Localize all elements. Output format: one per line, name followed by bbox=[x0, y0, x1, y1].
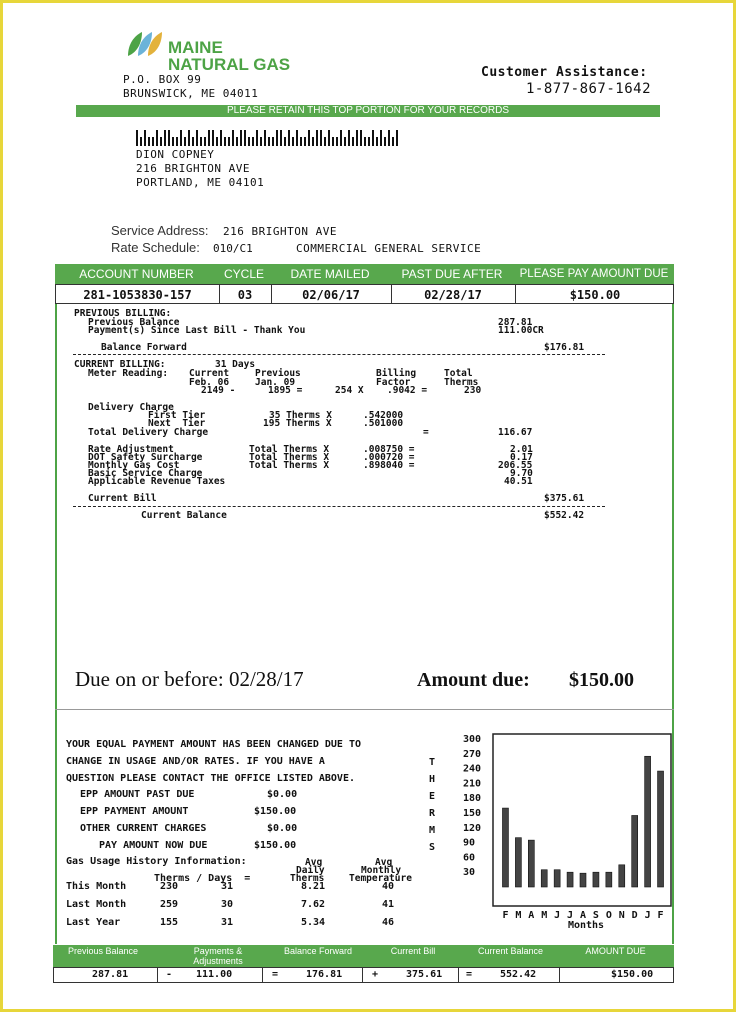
first-tier-label: First Tier bbox=[148, 410, 206, 421]
y-tick-label: 120 bbox=[463, 822, 482, 834]
delivery-charge-label: Delivery Charge bbox=[88, 402, 174, 413]
usage-bar bbox=[619, 865, 625, 887]
x-tick-label: J bbox=[554, 910, 561, 921]
epp-past-due-label: EPP AMOUNT PAST DUE bbox=[80, 789, 195, 800]
therms-axis-letter: S bbox=[429, 842, 436, 853]
footer-value: 176.81 bbox=[306, 969, 343, 980]
usage-bar bbox=[541, 870, 547, 887]
prev-billing-heading: PREVIOUS BILLING: bbox=[74, 308, 172, 319]
pay-now-value: $150.00 bbox=[254, 840, 297, 851]
previous-reading-value: 1895 = bbox=[268, 385, 303, 396]
next-tier-detail: 195 Therms X bbox=[263, 418, 332, 429]
history-row-temp: 41 bbox=[382, 899, 395, 910]
rate-adjustment-rate: .008750 = bbox=[363, 444, 415, 455]
leaf-logo-icon bbox=[126, 30, 168, 58]
history-row-temp: 46 bbox=[382, 917, 395, 928]
y-tick-label: 240 bbox=[463, 763, 482, 775]
history-row-therms: 155 bbox=[160, 917, 179, 928]
epp-payment-value: $150.00 bbox=[254, 806, 297, 817]
gas-cost-value: 206.55 bbox=[498, 460, 533, 471]
header-past-due-after: PAST DUE AFTER bbox=[401, 267, 503, 281]
first-tier-rate: .542000 bbox=[363, 410, 404, 421]
therms-axis-letter: R bbox=[429, 808, 436, 819]
current-reading-value: 2149 - bbox=[201, 385, 236, 396]
balance-forward-value: $176.81 bbox=[544, 342, 585, 353]
history-row-therms: 259 bbox=[160, 899, 179, 910]
service-address-value: 216 BRIGHTON AVE bbox=[223, 225, 337, 238]
customer-street: 216 BRIGHTON AVE bbox=[136, 162, 250, 175]
current-billing-heading: CURRENT BILLING: bbox=[74, 359, 166, 370]
date-mailed-value: 02/06/17 bbox=[302, 288, 360, 302]
footer-label-row bbox=[53, 945, 674, 967]
current-bill-value: $375.61 bbox=[544, 493, 585, 504]
amount-due-label: Amount due: bbox=[417, 669, 530, 691]
history-row-avg: 5.34 bbox=[301, 917, 326, 928]
notice-line3: QUESTION PLEASE CONTACT THE OFFICE LISTED ABOVE. bbox=[66, 773, 355, 784]
revenue-taxes-label: Applicable Revenue Taxes bbox=[88, 476, 226, 487]
footer-label: Balance Forward bbox=[283, 946, 353, 956]
total-delivery-label: Total Delivery Charge bbox=[88, 427, 209, 438]
usage-bar bbox=[528, 840, 534, 887]
usage-bar bbox=[632, 815, 638, 887]
history-row-days: 31 bbox=[221, 881, 234, 892]
rate-adjustment-detail: Total Therms X bbox=[249, 444, 330, 455]
bill-page: MAINE NATURAL GAS P.O. BOX 99 BRUNSWICK, ME 04011 Customer Assistance: 1-877-867-1642 PLEASE RETAIN THIS TOP PORTION FOR YOUR RECORDS DION COPNEY 216 BRIGHTON AVE PORTLAND, ME 04101 Service Address: 216 BRIGHTON AVE Rate Schedule: 010/C1 COMMERCIAL GENERAL SERVICE ACCOUNT NUMBER CYCLE DATE MAILED PAST DUE AFTER PLEASE PAY AMOUNT DUE 281-1053830-157 03 02/06/17 02/28/17 $150.00 PREVIOUS BILLING: Previous Balance 287.81 Payment(s) Since Last Bill - Thank You 111.00CR Balance Forward $176.81 CURRENT BILLING: 31 Days Meter Reading: Current Previous Billing Total Feb. 06 Jan. 09 Factor Therms 2149 - 1895 = 254 X .9042 = 230 Delivery Charge First Tier 35 Therms X .542000 Next Tier 195 Therms X .501000 Total Delivery Charge = 116.67 Rate Adjustment Total Therms X .008750 = 2.01 DOT Safety Surcharge Total Therms X .000720 = 0.17 Monthly Gas Cost Total Therms X .898040 = 206.55 Basic Service Charge 9.70 Applicable Revenue Taxes 40.51 Current Bill $375.61 Current Balance $552.42 Due on or before: 02/28/17 Amount due: $150.00 YOUR EQUAL PAYMENT AMOUNT HAS BEEN CHANGED DUE TO CHANGE IN USAGE AND/OR RATES. IF YOU HAVE A QUESTION PLEASE CONTACT THE OFFICE LISTED ABOVE. EPP AMOUNT PAST DUE $0.00 EPP PAYMENT AMOUNT $150.00 OTHER CURRENT CHARGES $0.00 PAY AMOUNT NOW DUE $150.00 Gas Usage History Information: Therms / Days = Avg Daily Therms Avg Monthly Temperature This Month 230 31 8.21 40 Last Month 259 30 7.62 41 Last Year 155 31 5.34 46 300 270 240 210 180 150 120 90 60 30 T H E R M S F M A M J J A S O N D J F Months Previous Balance Payments & Adjustments Balance Forward Current Bill Current Balance AMOUNT DUE 287.81 - 111.00 = 176.81 + 375.61 = 552.42 $150.00 bbox=[0, 0, 736, 1012]
history-col-avg-daily2: Daily bbox=[296, 865, 325, 876]
usage-bar bbox=[580, 873, 586, 887]
footer-op: = bbox=[466, 969, 473, 980]
company-name-line2: NATURAL GAS bbox=[168, 55, 291, 74]
next-tier-rate: .501000 bbox=[363, 418, 404, 429]
x-tick-label: O bbox=[605, 910, 612, 921]
history-col-avg-temp1: Avg bbox=[375, 857, 393, 868]
x-tick-label: J bbox=[567, 910, 574, 921]
y-tick-label: 180 bbox=[463, 793, 482, 805]
therms-axis-letter: T bbox=[429, 757, 436, 768]
history-col-therms-days: Therms / Days = bbox=[154, 873, 251, 884]
footer-op: + bbox=[372, 969, 379, 980]
usage-bar bbox=[554, 870, 560, 887]
prev-balance-value: 287.81 bbox=[498, 317, 533, 328]
notice-line1: YOUR EQUAL PAYMENT AMOUNT HAS BEEN CHANGED DUE TO bbox=[66, 739, 362, 750]
epp-past-due-value: $0.00 bbox=[267, 789, 298, 800]
footer-value: 375.61 bbox=[406, 969, 443, 980]
header-date-mailed: DATE MAILED bbox=[290, 267, 370, 281]
therms-axis-letter: M bbox=[429, 825, 436, 836]
total-therms-label2: Therms bbox=[444, 377, 479, 388]
please-pay-value: $150.00 bbox=[569, 288, 621, 302]
x-tick-label: D bbox=[631, 910, 638, 921]
amount-due-value: $150.00 bbox=[569, 669, 634, 691]
history-row-label: Last Month bbox=[66, 899, 127, 910]
footer-label: Previous Balance bbox=[67, 946, 139, 956]
gas-cost-label: Monthly Gas Cost bbox=[88, 460, 180, 471]
revenue-taxes-value: 40.51 bbox=[504, 476, 533, 487]
billing-factor-label1: Billing bbox=[376, 368, 417, 379]
total-delivery-value: 116.67 bbox=[498, 427, 533, 438]
payments-value: 111.00CR bbox=[498, 325, 544, 336]
account-header-row bbox=[55, 264, 674, 284]
basic-service-value: 9.70 bbox=[510, 468, 533, 479]
assistance-label: Customer Assistance: bbox=[481, 65, 648, 80]
customer-city: PORTLAND, ME 04101 bbox=[136, 176, 265, 189]
y-tick-label: 150 bbox=[463, 808, 482, 819]
history-col-avg-temp2: Monthly bbox=[361, 865, 402, 876]
usage-bar bbox=[658, 771, 664, 887]
account-values-row bbox=[55, 284, 674, 304]
usage-history-chart bbox=[423, 729, 673, 929]
history-row-label: This Month bbox=[66, 881, 127, 892]
x-tick-label: N bbox=[618, 910, 625, 921]
retain-notice-band: PLEASE RETAIN THIS TOP PORTION FOR YOUR RECORDS bbox=[76, 105, 660, 117]
cycle-value: 03 bbox=[237, 288, 253, 302]
history-col-avg-daily1: Avg bbox=[305, 857, 323, 868]
footer-label: AMOUNT DUE bbox=[585, 946, 646, 956]
previous-reading-date: Jan. 09 bbox=[255, 377, 296, 388]
rate-adjustment-label: Rate Adjustment bbox=[88, 444, 174, 455]
postal-barcode bbox=[136, 127, 400, 143]
epp-payment-label: EPP PAYMENT AMOUNT bbox=[80, 806, 189, 817]
usage-bar bbox=[502, 808, 508, 887]
usage-bar bbox=[606, 872, 612, 887]
previous-reading-label: Previous bbox=[255, 368, 301, 379]
y-tick-label: 300 bbox=[463, 734, 482, 745]
footer-value: 552.42 bbox=[500, 969, 537, 980]
y-tick-label: 60 bbox=[463, 852, 476, 864]
due-date-label: Due on or before: 02/28/17 bbox=[75, 667, 304, 691]
history-row-avg: 8.21 bbox=[301, 881, 326, 892]
rate-adjustment-value: 2.01 bbox=[510, 444, 533, 455]
company-address-line2: BRUNSWICK, ME 04011 bbox=[123, 87, 259, 100]
therms-axis-letter: H bbox=[429, 774, 436, 785]
other-charges-label: OTHER CURRENT CHARGES bbox=[80, 823, 207, 834]
current-balance-value: $552.42 bbox=[544, 510, 585, 521]
prev-balance-label: Previous Balance bbox=[88, 317, 180, 328]
history-col-avg-temp3: Temperature bbox=[349, 873, 412, 884]
dot-surcharge-rate: .000720 = bbox=[363, 452, 415, 463]
y-tick-label: 210 bbox=[463, 778, 482, 790]
x-tick-label: J bbox=[644, 910, 651, 921]
rate-schedule-desc: COMMERCIAL GENERAL SERVICE bbox=[296, 242, 482, 255]
service-address-label: Service Address: bbox=[111, 223, 209, 238]
footer-label: Current Balance bbox=[477, 946, 544, 956]
x-tick-label: F bbox=[657, 910, 664, 921]
x-axis-label: Months bbox=[567, 920, 605, 929]
footer-value: $150.00 bbox=[611, 969, 654, 980]
footer-op: - bbox=[166, 969, 173, 980]
x-tick-label: M bbox=[541, 910, 548, 921]
company-name-line1: MAINE bbox=[168, 38, 223, 57]
footer-value: 287.81 bbox=[92, 969, 129, 980]
rate-schedule-label: Rate Schedule: bbox=[111, 240, 200, 255]
usage-bar bbox=[567, 872, 573, 887]
x-tick-label: A bbox=[579, 910, 587, 921]
footer-op: = bbox=[272, 969, 279, 980]
y-tick-label: 90 bbox=[463, 837, 476, 849]
gas-cost-rate: .898040 = bbox=[363, 460, 415, 471]
first-tier-detail: 35 Therms X bbox=[269, 410, 332, 421]
basic-service-label: Basic Service Charge bbox=[88, 468, 203, 479]
next-tier-label: Next Tier bbox=[148, 418, 206, 429]
x-tick-label: S bbox=[592, 910, 599, 921]
meter-reading-label: Meter Reading: bbox=[88, 368, 169, 379]
history-row-days: 31 bbox=[221, 917, 234, 928]
x-tick-label: F bbox=[502, 910, 509, 921]
history-row-avg: 7.62 bbox=[301, 899, 326, 910]
usage-value: 254 X bbox=[335, 385, 364, 396]
balance-forward-label: Balance Forward bbox=[101, 342, 187, 353]
header-please-pay: PLEASE PAY AMOUNT DUE bbox=[519, 268, 669, 280]
history-col-avg-daily3: Therms bbox=[290, 873, 325, 884]
company-address-line1: P.O. BOX 99 bbox=[123, 73, 202, 86]
current-reading-label: Current bbox=[189, 368, 230, 379]
history-row-therms: 230 bbox=[160, 881, 179, 892]
current-bill-label: Current Bill bbox=[88, 493, 157, 504]
customer-name: DION COPNEY bbox=[136, 148, 215, 161]
history-row-label: Last Year bbox=[66, 917, 121, 928]
header-account-number: ACCOUNT NUMBER bbox=[79, 267, 194, 281]
past-due-after-value: 02/28/17 bbox=[424, 288, 482, 302]
pay-now-label: PAY AMOUNT NOW DUE bbox=[99, 840, 208, 851]
y-tick-label: 30 bbox=[463, 867, 476, 879]
gas-cost-detail: Total Therms X bbox=[249, 460, 330, 471]
total-therms-label1: Total bbox=[444, 368, 473, 379]
billing-days: 31 Days bbox=[215, 359, 256, 370]
dot-surcharge-label: DOT Safety Surcharge bbox=[88, 452, 203, 463]
rate-schedule-code: 010/C1 bbox=[213, 242, 253, 255]
therms-axis-letter: E bbox=[429, 791, 436, 802]
y-tick-label: 270 bbox=[463, 748, 482, 760]
usage-bar bbox=[645, 756, 651, 887]
total-therms-value: 230 bbox=[464, 385, 482, 396]
footer-label: Current Bill bbox=[390, 946, 436, 956]
current-reading-date: Feb. 06 bbox=[189, 377, 230, 388]
x-tick-label: M bbox=[515, 910, 522, 921]
account-number-value: 281-1053830-157 bbox=[83, 288, 192, 302]
history-row-temp: 40 bbox=[382, 881, 395, 892]
dot-surcharge-value: 0.17 bbox=[510, 452, 533, 463]
billing-factor-label2: Factor bbox=[376, 377, 411, 388]
usage-bar bbox=[515, 838, 521, 887]
history-row-days: 30 bbox=[221, 899, 234, 910]
header-cycle: CYCLE bbox=[223, 267, 264, 281]
other-charges-value: $0.00 bbox=[267, 823, 298, 834]
footer-label: Payments & Adjustments bbox=[193, 946, 243, 966]
payments-label: Payment(s) Since Last Bill - Thank You bbox=[88, 325, 306, 336]
footer-value-row bbox=[53, 967, 674, 983]
footer-value: 111.00 bbox=[196, 969, 233, 980]
current-balance-label: Current Balance bbox=[141, 510, 227, 521]
notice-line2: CHANGE IN USAGE AND/OR RATES. IF YOU HAVE A bbox=[66, 756, 325, 767]
usage-bar bbox=[593, 872, 599, 887]
history-heading: Gas Usage History Information: bbox=[66, 856, 247, 867]
dot-surcharge-detail: Total Therms X bbox=[249, 452, 330, 463]
billing-factor-value: .9042 = bbox=[387, 385, 428, 396]
assistance-phone: 1-877-867-1642 bbox=[526, 81, 652, 97]
x-tick-label: A bbox=[528, 910, 535, 921]
